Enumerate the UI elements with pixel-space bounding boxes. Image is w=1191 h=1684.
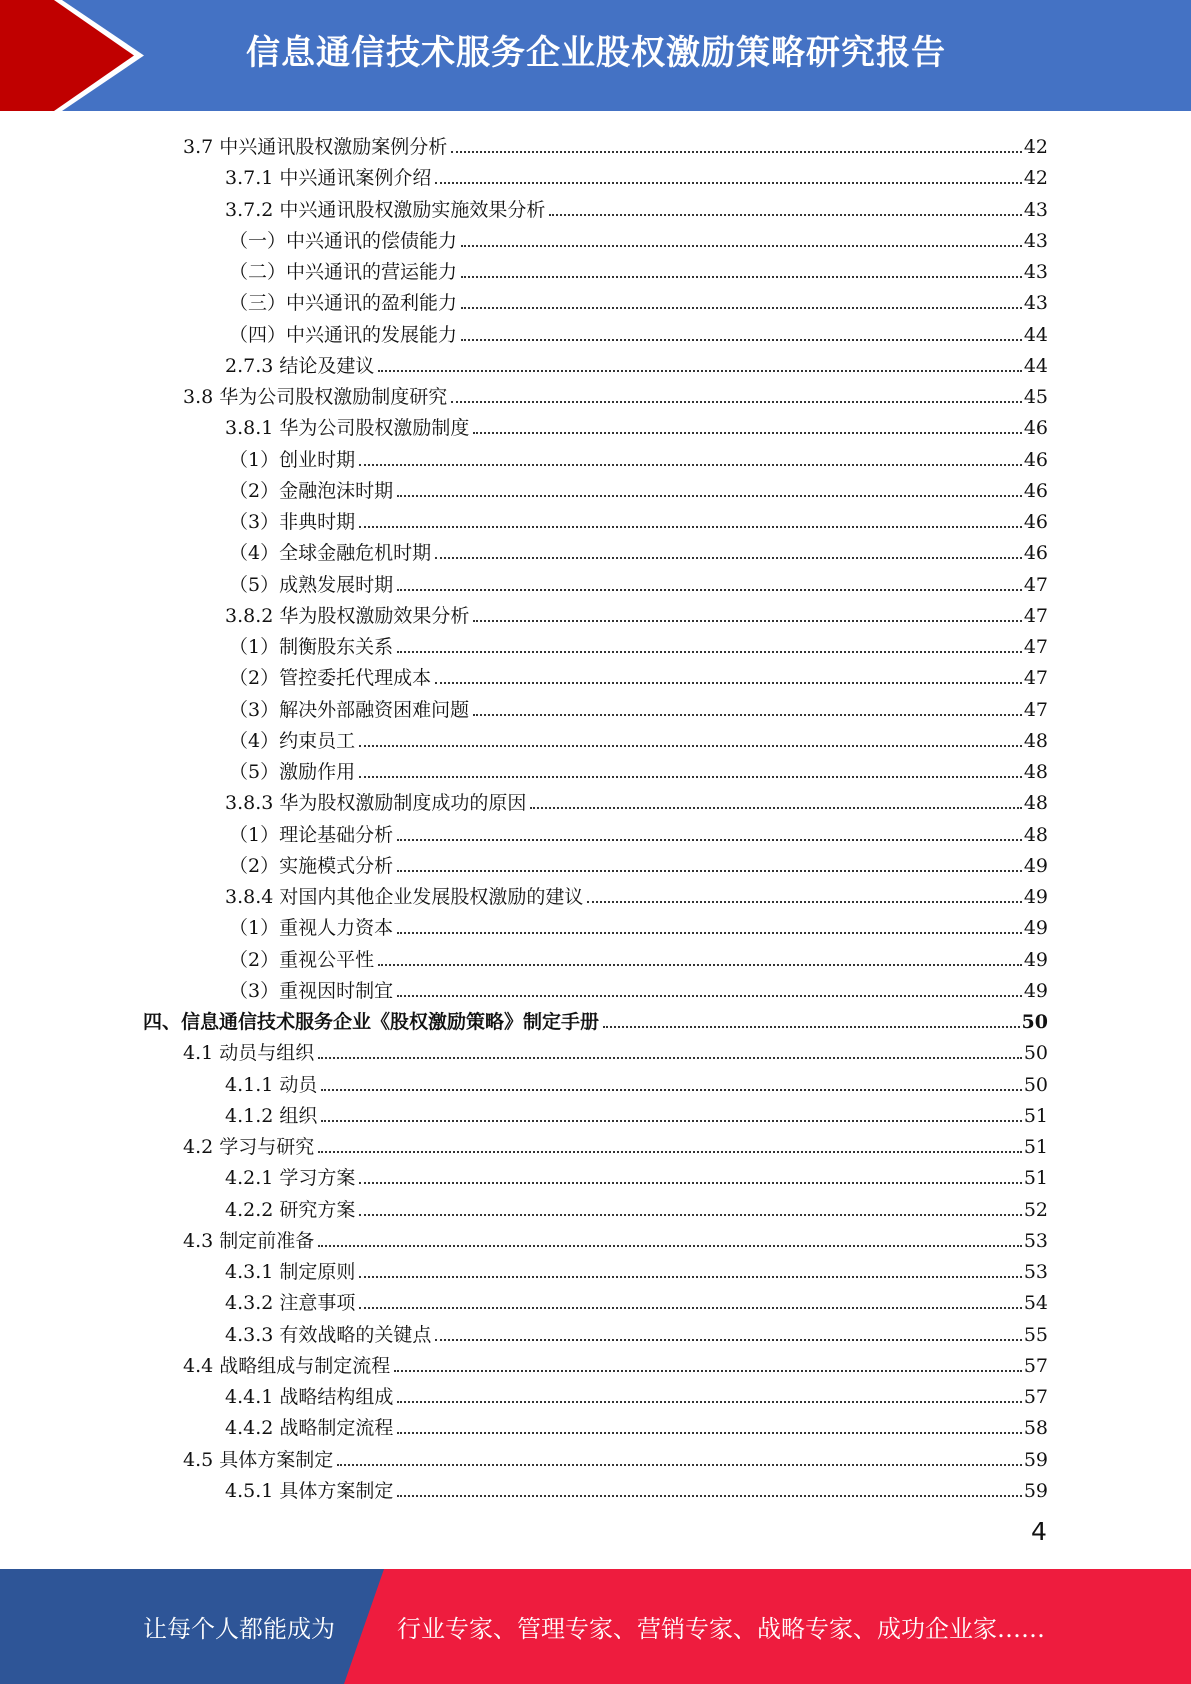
toc-entry-label: 4.3.3 有效战略的关键点: [225, 1323, 432, 1346]
toc-entry-label: （3）解决外部融资困难问题: [229, 698, 470, 721]
toc-entry-label: 4.4.2 战略制定流程: [225, 1417, 394, 1440]
toc-leader-dots: [397, 1495, 1021, 1497]
toc-leader-dots: [473, 714, 1022, 716]
toc-entry[interactable]: [225, 347, 1048, 378]
toc-entry[interactable]: [183, 378, 1048, 409]
toc-entry[interactable]: [225, 784, 1048, 815]
toc-entry-label: 3.7 中兴通讯股权激励案例分析: [183, 136, 448, 158]
toc-leader-dots: [359, 1182, 1021, 1184]
toc-entry-label: 4.2.2 研究方案: [225, 1198, 356, 1221]
page-header: [0, 0, 1191, 111]
toc-entry-label: （4）约束员工: [229, 729, 356, 752]
toc-entry-page: 44: [1023, 354, 1048, 377]
toc-entry[interactable]: [229, 316, 1048, 347]
toc-leader-dots: [549, 214, 1021, 216]
toc-entry-page: 50: [1023, 1042, 1048, 1065]
toc-entry-label: （2）管控委托代理成本: [229, 667, 432, 690]
toc-entry[interactable]: [229, 909, 1048, 940]
toc-entry-page: 48: [1023, 823, 1048, 846]
toc-leader-dots: [359, 745, 1022, 747]
toc-entry-page: 59: [1023, 1448, 1048, 1471]
toc-entry[interactable]: [225, 1066, 1048, 1097]
toc-entry[interactable]: [229, 659, 1048, 690]
toc-leader-dots: [318, 1151, 1022, 1153]
toc-leader-dots: [318, 1057, 1022, 1059]
toc-entry[interactable]: [183, 1128, 1048, 1159]
toc-entry-label: （2）金融泡沫时期: [229, 479, 394, 502]
toc-entry[interactable]: [229, 628, 1048, 659]
toc-leader-dots: [530, 807, 1021, 809]
toc-entry-label: （四）中兴通讯的发展能力: [229, 323, 458, 346]
toc-entry-page: 49: [1023, 979, 1048, 1002]
toc-leader-dots: [435, 682, 1022, 684]
toc-leader-dots: [397, 495, 1022, 497]
toc-leader-dots: [397, 932, 1022, 934]
toc-entry[interactable]: [183, 128, 1048, 159]
report-title: 信息通信技术服务企业股权激励策略研究报告: [246, 33, 946, 73]
toc-entry-page: 57: [1023, 1386, 1048, 1408]
toc-entry[interactable]: [225, 409, 1048, 440]
toc-entry-label: （4）全球金融危机时期: [229, 542, 432, 565]
toc-entry-page: 48: [1023, 761, 1048, 783]
toc-leader-dots: [359, 1276, 1021, 1278]
toc-leader-dots: [359, 526, 1022, 528]
toc-entry[interactable]: [225, 878, 1048, 909]
toc-entry-label: 4.4.1 战略结构组成: [225, 1386, 394, 1408]
toc-entry-label: 4.1.2 组织: [225, 1104, 318, 1127]
toc-entry[interactable]: [229, 972, 1048, 1003]
toc-leader-dots: [394, 1370, 1022, 1372]
toc-entry-page: 46: [1023, 542, 1048, 565]
toc-entry-page: 43: [1023, 198, 1048, 221]
toc-leader-dots: [461, 245, 1022, 247]
toc-entry[interactable]: [229, 222, 1048, 253]
toc-entry[interactable]: [225, 597, 1048, 628]
toc-entry-page: 51: [1023, 1104, 1048, 1127]
toc-entry-page: 44: [1023, 323, 1048, 346]
toc-entry-page: 43: [1023, 261, 1048, 283]
toc-entry[interactable]: [183, 1347, 1048, 1378]
toc-entry-page: 59: [1023, 1479, 1048, 1502]
toc-leader-dots: [378, 370, 1021, 372]
toc-entry[interactable]: [225, 159, 1048, 190]
toc-entry-label: （5）激励作用: [229, 761, 356, 783]
toc-leader-dots: [603, 1026, 1020, 1028]
toc-entry-label: 4.1 动员与组织: [183, 1042, 315, 1065]
page-footer: [0, 1569, 1191, 1684]
toc-entry[interactable]: [229, 816, 1048, 847]
toc-entry-page: 52: [1023, 1198, 1048, 1221]
toc-entry-label: 3.8.2 华为股权激励效果分析: [225, 604, 470, 627]
toc-entry-label: （三）中兴通讯的盈利能力: [229, 292, 458, 315]
toc-entry[interactable]: [225, 1159, 1048, 1190]
toc-entry[interactable]: [225, 1097, 1048, 1128]
toc-leader-dots: [321, 1089, 1021, 1091]
page-number: 4: [1031, 1517, 1047, 1546]
toc-entry-label: （2）重视公平性: [229, 948, 375, 971]
toc-entry-page: 53: [1023, 1229, 1048, 1252]
toc-entry-label: （5）成熟发展时期: [229, 573, 394, 596]
toc-entry[interactable]: [229, 753, 1048, 784]
toc-leader-dots: [359, 1307, 1021, 1309]
toc-leader-dots: [321, 1120, 1021, 1122]
toc-entry-page: 55: [1023, 1323, 1048, 1346]
toc-entry-label: 4.2 学习与研究: [183, 1136, 315, 1158]
toc-entry-label: 4.3 制定前准备: [183, 1229, 315, 1252]
toc-entry[interactable]: [225, 1316, 1048, 1347]
toc-leader-dots: [461, 307, 1022, 309]
toc-entry-page: 51: [1023, 1136, 1048, 1158]
footer-slogan-left: 让每个人都能成为: [143, 1615, 335, 1643]
toc-entry-label: （一）中兴通讯的偿债能力: [229, 229, 458, 252]
toc-entry-page: 50: [1021, 1011, 1048, 1033]
toc-entry[interactable]: [229, 441, 1048, 472]
toc-entry[interactable]: [229, 941, 1048, 972]
toc-entry-label: 3.7.2 中兴通讯股权激励实施效果分析: [225, 198, 546, 221]
toc-leader-dots: [451, 401, 1022, 403]
toc-entry-label: 4.1.1 动员: [225, 1073, 318, 1096]
toc-entry-label: 3.8.1 华为公司股权激励制度: [225, 417, 470, 440]
toc-leader-dots: [359, 776, 1022, 778]
toc-entry[interactable]: [229, 566, 1048, 597]
toc-entry[interactable]: [229, 284, 1048, 315]
toc-entry[interactable]: [229, 503, 1048, 534]
toc-leader-dots: [378, 964, 1022, 966]
toc-entry-page: 42: [1023, 167, 1048, 190]
toc-entry-label: （3）重视因时制宜: [229, 979, 394, 1002]
toc-entry[interactable]: [225, 1284, 1048, 1315]
toc-entry-label: 4.5 具体方案制定: [183, 1448, 334, 1471]
toc-leader-dots: [397, 870, 1022, 872]
toc-entry-page: 43: [1023, 292, 1048, 315]
toc-leader-dots: [397, 1432, 1021, 1434]
toc-leader-dots: [397, 1401, 1021, 1403]
toc-entry-page: 49: [1023, 854, 1048, 877]
toc-entry-label: （1）重视人力资本: [229, 917, 394, 940]
toc-leader-dots: [435, 1339, 1021, 1341]
toc-entry-page: 46: [1023, 417, 1048, 440]
toc-entry-page: 54: [1023, 1292, 1048, 1315]
toc-entry[interactable]: [229, 847, 1048, 878]
toc-leader-dots: [435, 557, 1022, 559]
toc-leader-dots: [397, 651, 1022, 653]
toc-entry[interactable]: [183, 1222, 1048, 1253]
toc-leader-dots: [397, 589, 1022, 591]
toc-entry-label: （2）实施模式分析: [229, 854, 394, 877]
toc-entry-page: 49: [1023, 886, 1048, 908]
toc-entry-page: 45: [1023, 386, 1048, 408]
toc-entry-label: （二）中兴通讯的营运能力: [229, 261, 458, 283]
toc-leader-dots: [451, 151, 1022, 153]
toc-entry-page: 46: [1023, 448, 1048, 471]
toc-entry-label: 2.7.3 结论及建议: [225, 354, 375, 377]
toc-entry-page: 47: [1023, 636, 1048, 658]
toc-entry[interactable]: [143, 1003, 1048, 1034]
toc-entry-label: 4.3.1 制定原则: [225, 1261, 356, 1283]
toc-entry[interactable]: [229, 253, 1048, 284]
toc-entry-label: 3.8.4 对国内其他企业发展股权激励的建议: [225, 886, 584, 908]
toc-leader-dots: [359, 1214, 1021, 1216]
toc-leader-dots: [461, 276, 1022, 278]
toc-entry-page: 53: [1023, 1261, 1048, 1283]
toc-leader-dots: [473, 620, 1021, 622]
toc-entry-label: 3.7.1 中兴通讯案例介绍: [225, 167, 432, 190]
toc-entry-page: 49: [1023, 948, 1048, 971]
toc-entry-label: （1）理论基础分析: [229, 823, 394, 846]
toc-leader-dots: [397, 839, 1022, 841]
toc-leader-dots: [359, 464, 1022, 466]
toc-entry[interactable]: [229, 722, 1048, 753]
toc-entry-page: 58: [1023, 1417, 1048, 1440]
toc-entry[interactable]: [183, 1441, 1048, 1472]
toc-entry-label: （1）制衡股东关系: [229, 636, 394, 658]
toc-entry-page: 47: [1023, 698, 1048, 721]
toc-entry-label: 4.3.2 注意事项: [225, 1292, 356, 1315]
toc-entry-label: （1）创业时期: [229, 448, 356, 471]
toc-entry[interactable]: [225, 1472, 1048, 1503]
toc-entry-label: 4.4 战略组成与制定流程: [183, 1354, 391, 1377]
toc-entry-page: 47: [1023, 604, 1048, 627]
toc-leader-dots: [318, 1245, 1022, 1247]
toc-entry-page: 42: [1023, 136, 1048, 158]
toc-entry-label: 3.8 华为公司股权激励制度研究: [183, 386, 448, 408]
toc-leader-dots: [435, 182, 1021, 184]
toc-entry-label: （3）非典时期: [229, 511, 356, 533]
footer-slogan-right: 行业专家、管理专家、营销专家、战略专家、成功企业家……: [397, 1615, 1045, 1643]
toc-entry[interactable]: [183, 1034, 1048, 1065]
toc-entry-page: 46: [1023, 479, 1048, 502]
toc-leader-dots: [337, 1464, 1022, 1466]
toc-entry[interactable]: [225, 1191, 1048, 1222]
toc-entry[interactable]: [225, 1253, 1048, 1284]
toc-leader-dots: [397, 995, 1022, 997]
toc-entry-page: 43: [1023, 229, 1048, 252]
toc-entry-page: 51: [1023, 1167, 1048, 1190]
header-chevron-icon: [0, 0, 160, 111]
toc-entry-page: 50: [1023, 1073, 1048, 1096]
toc-entry-page: 47: [1023, 667, 1048, 690]
toc-entry[interactable]: [225, 1409, 1048, 1440]
toc-entry[interactable]: [225, 1378, 1048, 1409]
toc-entry-page: 46: [1023, 511, 1048, 533]
toc-entry[interactable]: [229, 472, 1048, 503]
toc-entry-page: 48: [1023, 729, 1048, 752]
toc-entry-page: 49: [1023, 917, 1048, 940]
toc-entry[interactable]: [229, 534, 1048, 565]
toc-entry[interactable]: [225, 191, 1048, 222]
toc-entry-label: 4.2.1 学习方案: [225, 1167, 356, 1190]
toc-entry-page: 47: [1023, 573, 1048, 596]
toc-entry-label: 4.5.1 具体方案制定: [225, 1479, 394, 1502]
toc-entry-page: 48: [1023, 792, 1048, 815]
toc-entry-label: 四、信息通信技术服务企业《股权激励策略》制定手册: [143, 1011, 600, 1033]
toc-leader-dots: [587, 901, 1021, 903]
toc-entry-label: 3.8.3 华为股权激励制度成功的原因: [225, 792, 527, 815]
toc-leader-dots: [461, 339, 1022, 341]
toc-entry-page: 57: [1023, 1354, 1048, 1377]
toc-leader-dots: [473, 432, 1021, 434]
toc-entry[interactable]: [229, 691, 1048, 722]
